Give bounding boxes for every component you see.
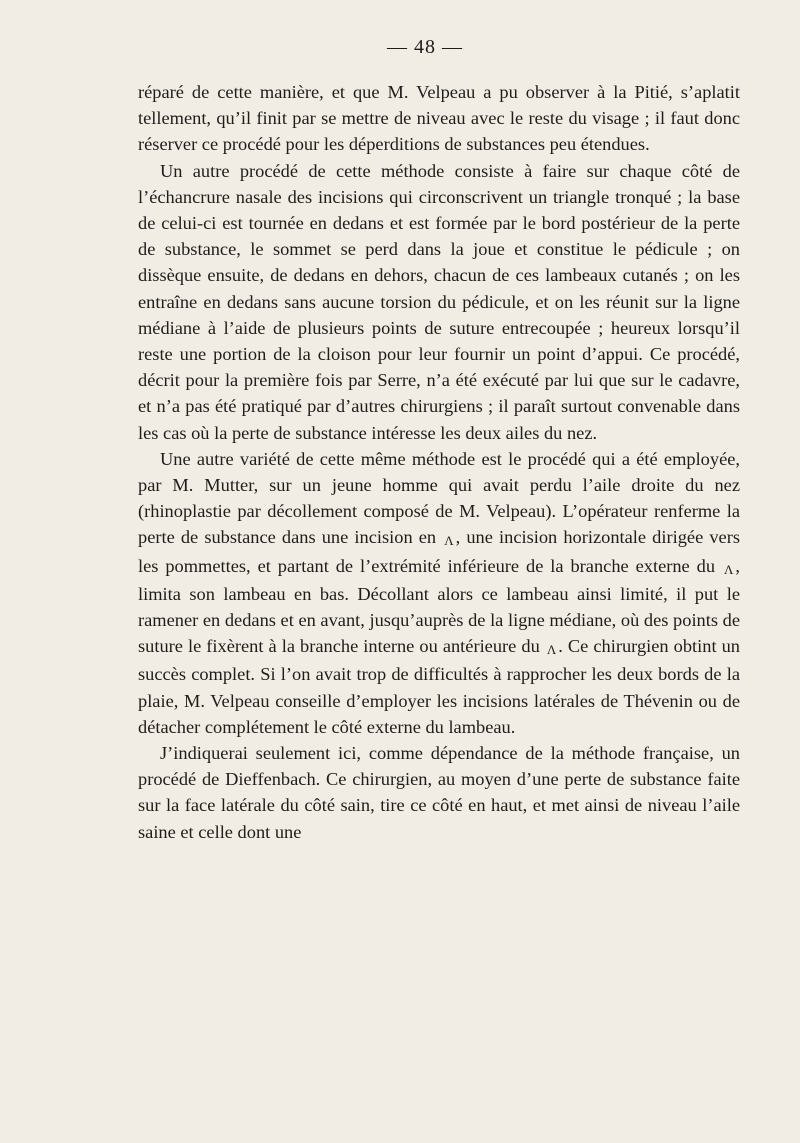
- paragraph-1: réparé de cette manière, et que M. Velpeau a pu observer à la Pitié, s’aplatit tellement, qu’il finit par se mettre de niveau avec le reste du visage ; il faut donc réserver ce procédé pour les déperditions de substances peu étendues.: [138, 82, 740, 155]
- body-text: [138, 79, 740, 845]
- paragraph-4: J’indiquerai seulement ici, comme dépendance de la méthode française, un procédé de Dieffenbach. Ce chirurgien, au moyen d’une perte de substance faite sur la face latérale du côté sain, tire ce côté en haut, et met ainsi de niveau l’aile saine et celle dont une: [138, 743, 740, 842]
- paragraph-3-text-c: , limita son lambeau en bas. Décollant alors ce lambeau ainsi limité, il put le ramener en dedans et en avant, jusqu’auprès de la ligne médiane, où des points de suture le fixèrent à la branche interne ou antérieure du: [138, 555, 740, 657]
- lambda-symbol: Λ: [546, 642, 557, 658]
- paragraph-3-text-a: Une autre variété de cette même méthode est le procédé qui a été employée, par M. Mutter, sur un jeune homme qui avait perdu l’aile droite du nez (rhinoplastie par décollement composé de M. Velpeau). L’opérateur renferme la perte de substance dans une incision en: [138, 448, 740, 548]
- paragraph-3: [138, 446, 740, 740]
- page-number: — 48 —: [387, 36, 463, 58]
- paragraph-3-text-d: . Ce chirurgien obtint un succès complet. Si l’on avait trop de difficultés à rapprocher les deux bords de la plaie, M. Velpeau conseille d’employer les incisions latérales de Thévenin ou de détacher complétement le côté externe du lambeau.: [138, 636, 740, 737]
- lambda-symbol: Λ: [723, 561, 734, 577]
- paragraph-2: Un autre procédé de cette méthode consiste à faire sur chaque côté de l’échancrure nasale des incisions qui circonscrivent un triangle tronqué ; la base de celui-ci est tournée en dedans et est formée par le bord postérieur de la perte de substance, le sommet se perd dans la joue et constitue le pédicule ; on dissèque ensuite, de dedans en dehors, chacun de ces lambeaux cutanés ; on les entraîne en dedans sans aucune torsion du pédicule, et on les réunit sur la ligne médiane à l’aide de plusieurs points de suture entrecoupée ; heureux lorsqu’il reste une portion de la cloison pour leur fournir un point d’appui. Ce procédé, décrit pour la première fois par Serre, n’a été exécuté par lui que sur le cadavre, et n’a pas été pratiqué par d’autres chirurgiens ; il paraît surtout convenable dans les cas où la perte de substance intéresse les deux ailes du nez.: [138, 160, 740, 443]
- lambda-symbol: Λ: [444, 533, 454, 549]
- paragraph-3-text-b: , une incision horizontale dirigée vers les pommettes, et partant de l’extrémité inférieure de la branche externe du: [138, 527, 740, 576]
